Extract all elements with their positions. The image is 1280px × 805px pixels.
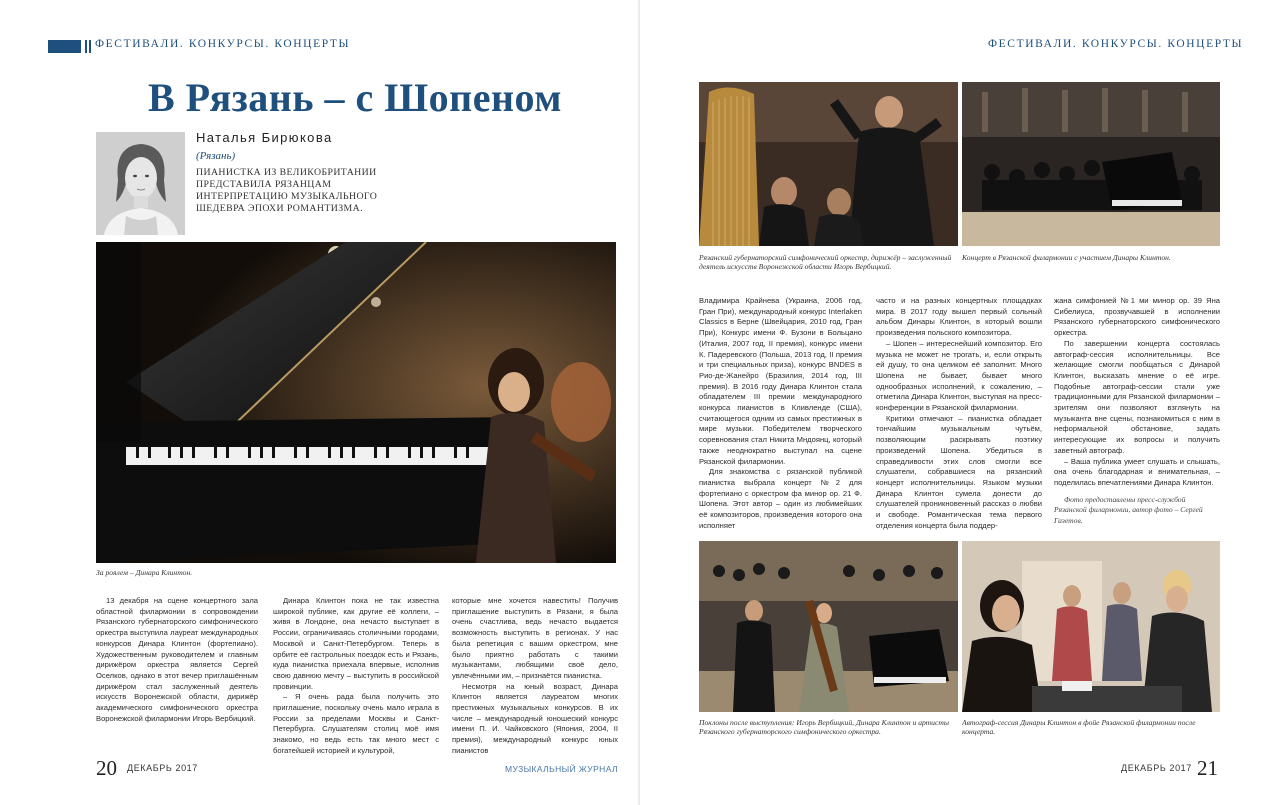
- section-title-left: ФЕСТИВАЛИ. КОНКУРСЫ. КОНЦЕРТЫ: [95, 38, 351, 50]
- body-paragraph: Критики отмечают – пианистка обладает тончайшим музыкальным чутьём, позволяющим раскрывать поэтику произведений Шопена. Убедиться в справедливости этих слов смогли все слушатели, собравшиеся на рязанский концерт исполнительницы. Языком музыки Динара Клинтон сумела донести до слушателей проникновенный рассказ о любви и свободе. Романтическая тема первого отделения концерта была поддер-: [876, 413, 1042, 530]
- body-paragraph: Для знакомства с рязанской публикой пианистка выбрала концерт №2 для фортепиано с оркестром фа минор ор. 21 Ф. Шопена. Этот автор – один из любимейших её композиторов, произведения которого она исполняет: [699, 467, 862, 530]
- bows-photo: [699, 541, 958, 712]
- author-name: Наталья Бирюкова: [196, 130, 333, 145]
- article-title: В Рязань – с Шопеном: [148, 75, 563, 120]
- concert-photo-caption: Концерт в Рязанской филармонии с участием Динары Клинтон.: [962, 253, 1171, 262]
- photo-credit: Фото предоставлены пресс-службой Рязанской филармонии, автор фото – Сергей Газетов.: [1054, 494, 1203, 526]
- main-photo-pianist: [96, 242, 616, 563]
- concert-hall-photo: [962, 82, 1220, 246]
- body-paragraph: Динара Клинтон пока не так известна широкой публике, как другие её коллеги, – живя в Лондоне, она нечасто выступает в России, ограничиваясь столичными городами, Москвой и Санкт-Петербургом. Теперь в орбите её гастрольных поездок есть и Рязань, куда пианистка приехала впервые, исполнив свою давнюю мечту – выступить в российской провинции.: [273, 596, 439, 691]
- body-column-2: [273, 596, 439, 757]
- body-paragraph: 13 декабря на сцене концертного зала областной филармонии в сопровождении Рязанского губернаторского симфонического оркестра выступила лауреат международных конкурсов Динара Клинтон (фортепиано). Художественным руководителем и главным дирижёром оркестра является Сергей Оселков, однако в этот вечер приглашённым дирижёром стал заслуженный деятель искусств Воронежской области, дирижёр академического симфонического оркестра Воронежской филармонии Игорь Вербицкий.: [96, 596, 258, 723]
- body-paragraph: часто и на разных концертных площадках мира. В 2017 году вышел первый сольный альбом Динары Клинтон, в который вошли произведения польского композитора.: [876, 296, 1042, 338]
- bows-photo-caption: Поклоны после выступления: Игорь Вербицкий, Динара Клинтон и артисты Рязанского губернаторского симфонического оркестра.: [699, 718, 949, 737]
- autograph-photo-caption: Автограф-сессия Динары Клинтон в фойе Рязанской филармонии после концерта.: [962, 718, 1196, 737]
- conductor-photo-caption: Рязанский губернаторский симфонический оркестр, дирижёр – заслуженный деятель искусств Воронежской области Игорь Вербицкий.: [699, 253, 952, 272]
- main-photo-caption: За роялем – Динара Клинтон.: [96, 568, 193, 577]
- author-portrait: [96, 132, 185, 235]
- body-paragraph: жана симфонией №1 ми минор ор. 39 Яна Сибелиуса, прозвучавшей в исполнении Рязанского губернаторского симфонического оркестра.: [1054, 296, 1220, 338]
- article-lead: ПИАНИСТКА ИЗ ВЕЛИКОБРИТАНИИ ПРЕДСТАВИЛА РЯЗАНЦАМ ИНТЕРПРЕТАЦИЮ МУЗЫКАЛЬНОГО ШЕДЕВРА ЭПОХИ РОМАНТИЗМА.: [196, 167, 378, 214]
- body-column-1: [96, 596, 258, 724]
- conductor-photo: [699, 82, 958, 246]
- page-number-left: 20: [96, 756, 117, 780]
- issue-date-left: ДЕКАБРЬ 2017: [127, 763, 198, 773]
- author-city: (Рязань): [196, 150, 236, 162]
- page-number-right: 21: [1197, 756, 1218, 780]
- body-paragraph: которые мне хочется навестить! Получив приглашение выступить в Рязани, я была очень счастлива, ведь нечасто выдается возможность выступить в регионах. У нас была репетиция с вашим оркестром, мне было приятно работать с такими музыкантами, любящими своё дело, увлечёнными им, – признаётся пианистка.: [452, 596, 618, 680]
- autograph-photo: [962, 541, 1220, 712]
- body-column-4: [699, 296, 862, 531]
- magazine-name: МУЗЫКАЛЬНЫЙ ЖУРНАЛ: [505, 764, 618, 774]
- body-paragraph: Несмотря на юный возраст, Динара Клинтон является лауреатом многих престижных музыкальных конкурсов. В их числе – международный юношеский конкурс имени П. И. Чайковского (Япония, 2004, II премия), международный конкурс юных пианистов: [452, 681, 618, 755]
- body-paragraph: По завершении концерта состоялась автограф-сессия исполнительницы. Все желающие смогли пообщаться с Динарой Клинтон, высказать мнение о её игре. Подобные автограф-сессии стали уже традиционными для Рязанской филармонии – зрителям они позволяют взглянуть на музыканта вне сцены, познакомиться с ним в неформальной обстановке, задать интересующие их вопросы и получить заветный автограф.: [1054, 338, 1220, 455]
- issue-date-right: ДЕКАБРЬ 2017: [1121, 763, 1192, 773]
- body-paragraph: Владимира Крайнева (Украина, 2006 год, Гран При), международный конкурс Interlaken Classics в Берне (Швейцария, 2010 год, Гран При), Конкурс имени Ф. Бузони в Больцано (Италия, 2007 год, II премия), конкурс имени К. Падеревского (Польша, 2013 год, II премия и три специальных приза), конкурс BNDES в Рио-де-Жанейро (Бразилия, 2014 год, III премия). В 2016 году Динара Клинтон стала обладателем III премии международного конкурса пианистов в Кливленде (США), считающегося одним из самых престижных в мире музыки. Победителем творческого соревнования стал Никита Мндоянц, который также неоднократно выступал на сцене Рязанской филармонии.: [699, 296, 862, 466]
- section-title-right: ФЕСТИВАЛИ. КОНКУРСЫ. КОНЦЕРТЫ: [988, 38, 1244, 50]
- body-column-6: [1054, 296, 1220, 527]
- body-paragraph: – Ваша публика умеет слушать и слышать, она очень благодарная и внимательная, – поделилась впечатлениями Динара Клинтон.: [1054, 456, 1220, 487]
- body-column-5: [876, 296, 1042, 531]
- body-column-3: [452, 596, 618, 757]
- body-paragraph: – Я очень рада была получить это приглашение, поскольку очень мало играла в России за пределами Москвы и Санкт-Петербурга. Слушателям столиц моё имя знакомо, но ведь есть так много мест с богатейшей историей и культурой,: [273, 692, 439, 755]
- body-paragraph: – Шопен – интереснейший композитор. Его музыка не может не трогать, и, если открыть ей душу, то она целиком её заполнит. Много Шопена не бывает, бывает много однообразных исполнений, к сожалению, – отметила Динара Клинтон, выступая на пресс-конференции в Рязанской филармонии.: [876, 338, 1042, 413]
